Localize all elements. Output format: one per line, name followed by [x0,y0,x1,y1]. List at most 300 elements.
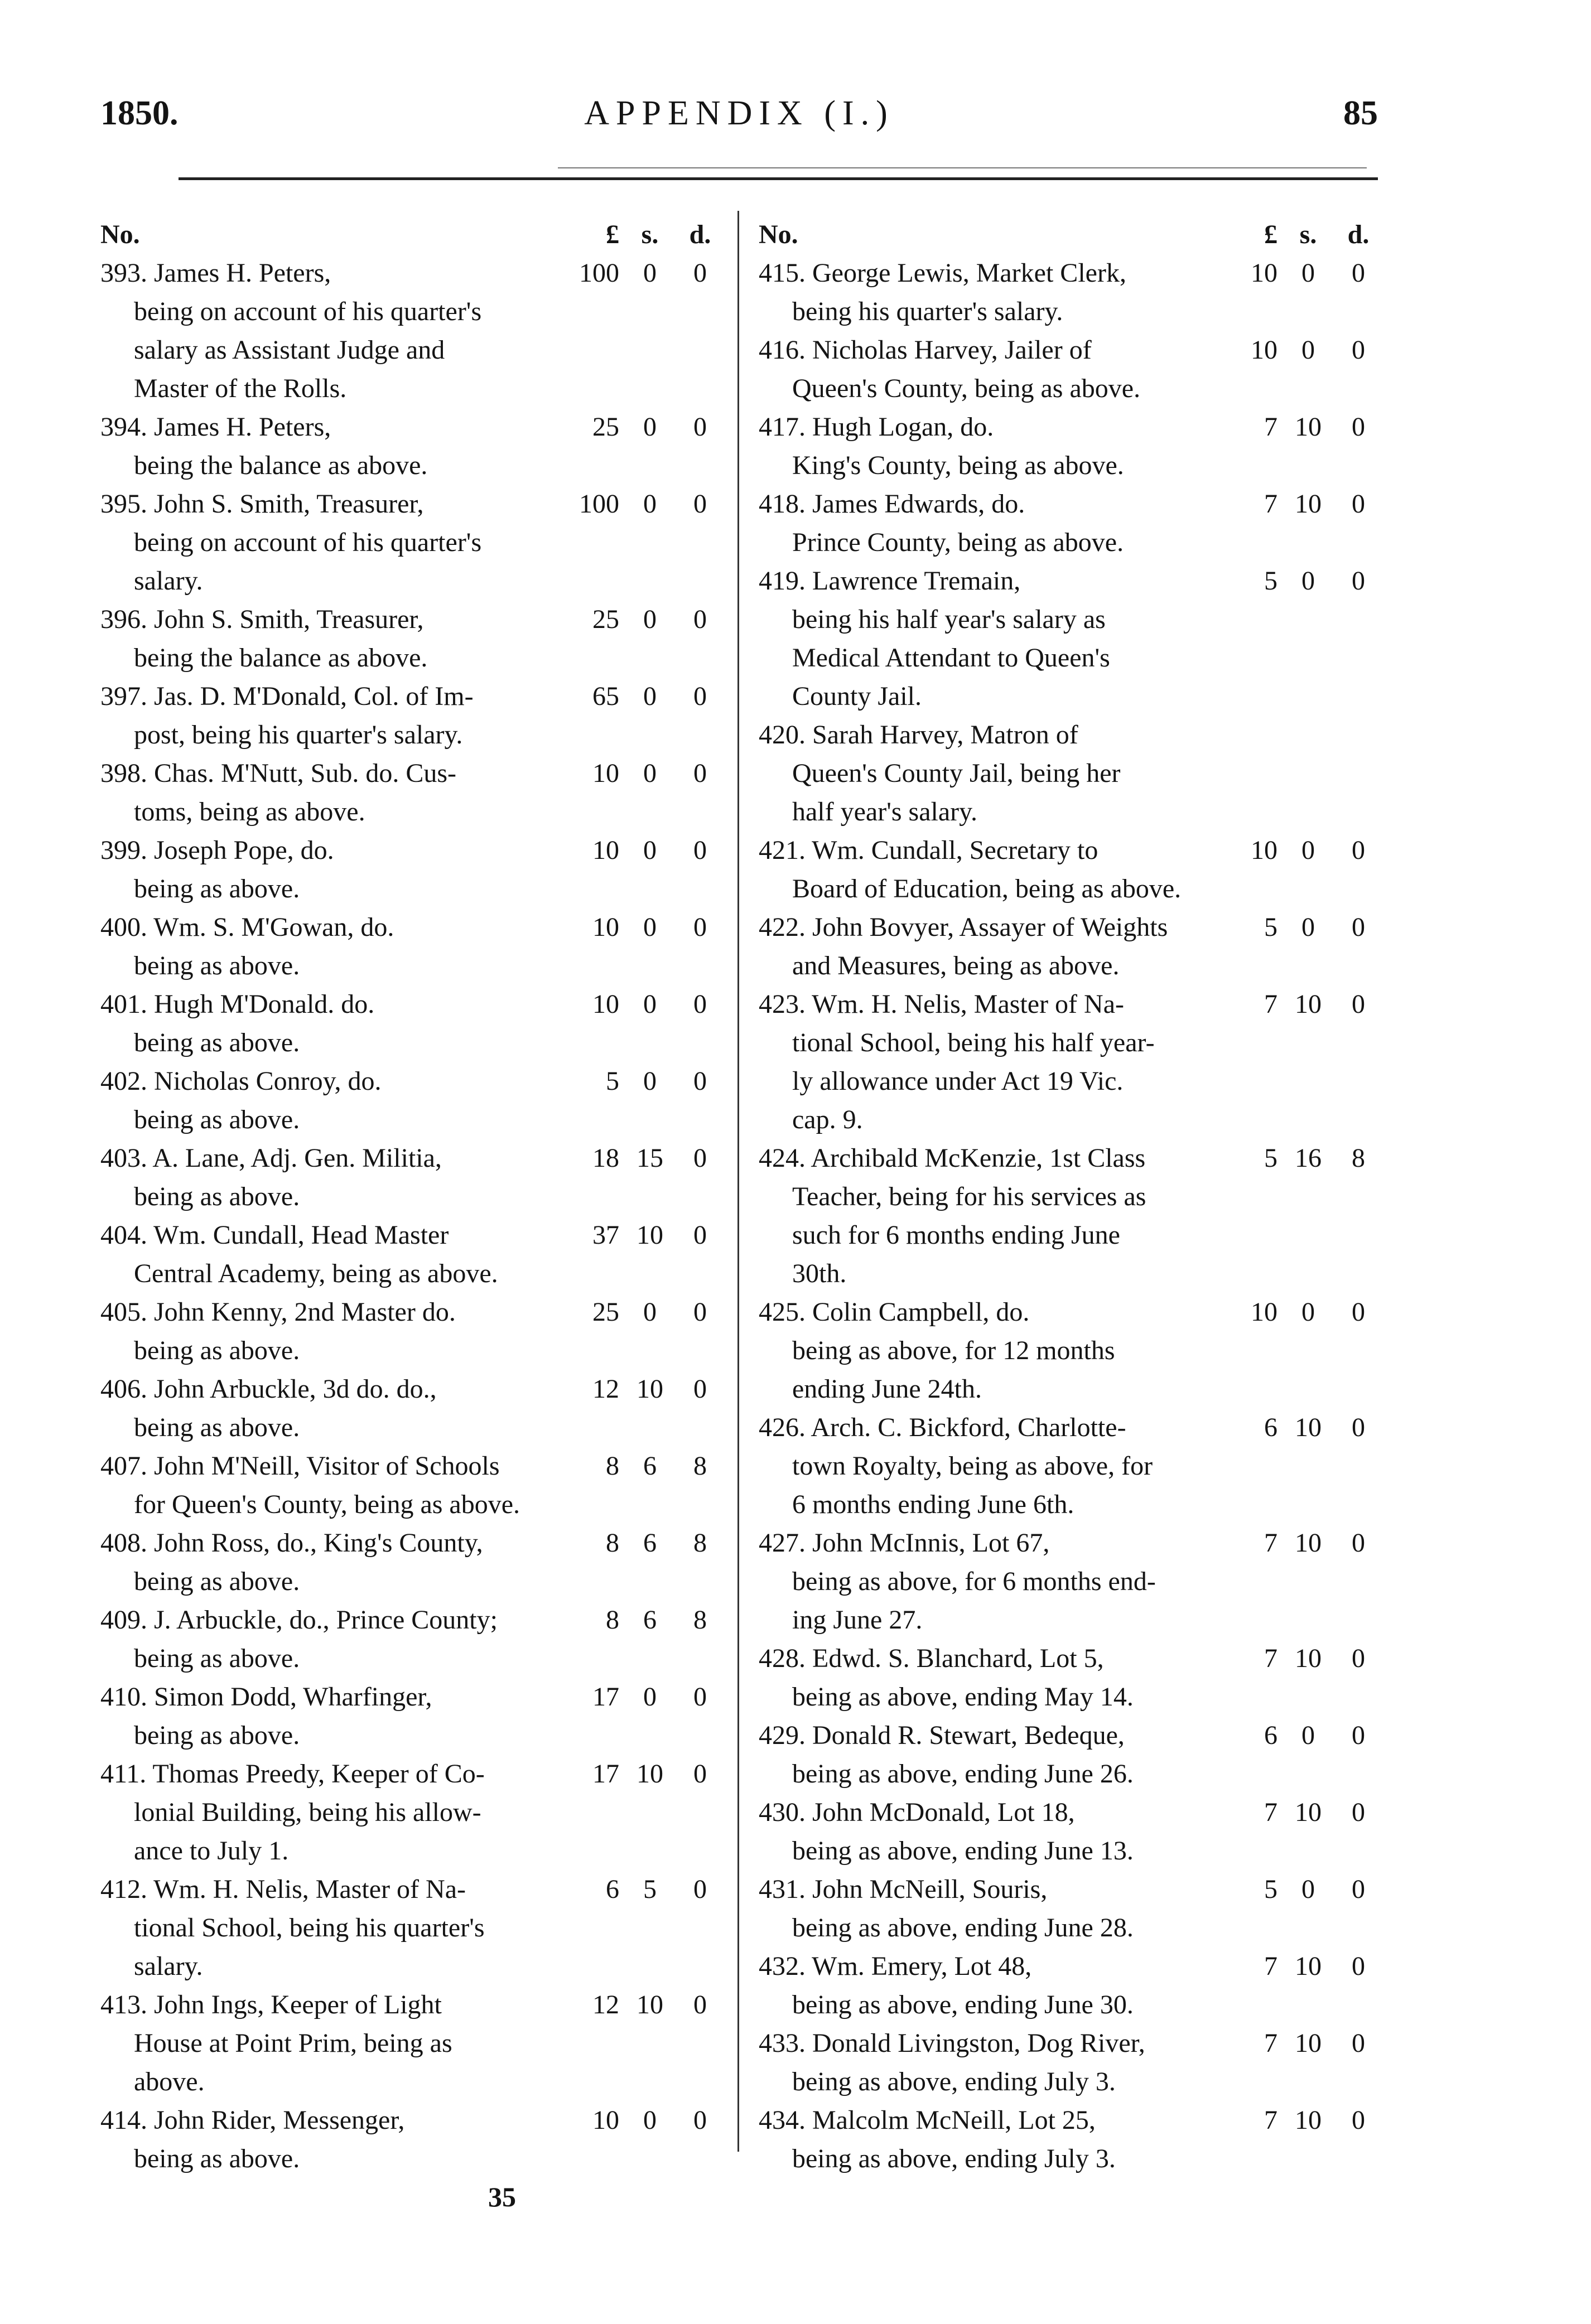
entry-continuation-line [759,1100,1378,1139]
entry-continuation-line [759,2139,1378,2178]
entry-line [759,485,1378,523]
entry-continuation-line [100,946,720,985]
entry-continuation-line [759,523,1378,562]
entry-text: being as above, ending June 28. [792,1913,1134,1943]
amount-shillings: 10 [1295,2028,1322,2058]
page-header [100,94,1378,138]
amount-pounds: 5 [1264,1874,1277,1904]
amount-pence: 0 [1352,412,1365,442]
entry-continuation-line [100,1177,720,1216]
entry-line [100,408,720,446]
entry-text: salary. [134,1951,203,1981]
entry-continuation-line [759,639,1378,677]
entry-continuation-line [100,639,720,677]
entry-continuation-line [100,1485,720,1524]
entry-continuation-line [100,2139,720,2178]
amount-pounds: 7 [1264,2028,1277,2058]
entry-text: 396. John S. Smith, Treasurer, [100,605,424,634]
entry-continuation-line [759,1062,1378,1100]
entry-text: 426. Arch. C. Bickford, Charlotte- [759,1413,1126,1442]
entry-continuation-line [759,446,1378,485]
entry-line [100,754,720,793]
entry-text: Queen's County, being as above. [792,374,1141,403]
amount-shillings: 10 [1295,412,1322,442]
entry-text: being his half year's salary as [792,605,1106,634]
entry-continuation-line [100,716,720,754]
entry-line [100,1062,720,1100]
amount-pence: 0 [693,758,707,788]
entry-continuation-line [759,600,1378,639]
amount-pence: 0 [1352,835,1365,865]
entry-continuation-line [100,292,720,331]
amount-pence: 0 [693,1874,707,1904]
entry-continuation-line [100,1562,720,1601]
entry-text: ly allowance under Act 19 Vic. [792,1066,1124,1096]
entry-text: 419. Lawrence Tremain, [759,566,1021,596]
entry-text: 411. Thomas Preedy, Keeper of Co- [100,1759,485,1789]
amount-pence: 0 [693,258,707,288]
entry-text: 401. Hugh M'Donald. do. [100,989,375,1019]
amount-pounds: 37 [592,1220,619,1250]
header-page-number: 85 [1343,94,1378,132]
right-entries [759,254,1378,2178]
entry-text: tional School, being his quarter's [134,1913,485,1943]
entry-continuation-line [100,446,720,485]
entry-continuation-line [100,331,720,369]
entry-text: cap. 9. [792,1105,863,1134]
entry-line [100,2101,720,2139]
entry-line [100,1370,720,1408]
entry-continuation-line [759,754,1378,793]
entry-line [100,1293,720,1331]
amount-pence: 0 [1352,1413,1365,1442]
entry-continuation-line [100,1832,720,1870]
amount-pounds: 10 [592,758,619,788]
amount-pence: 0 [1352,1874,1365,1904]
amount-shillings: 0 [643,489,657,519]
entry-text: being as above. [134,1336,300,1365]
amount-pounds: 6 [1264,1413,1277,1442]
amount-pounds: 6 [1264,1721,1277,1750]
entry-text: being as above, ending June 30. [792,1990,1134,2019]
entry-text: 418. James Edwards, do. [759,489,1025,519]
entry-text: King's County, being as above. [792,451,1124,480]
amount-pence: 0 [1352,1297,1365,1327]
entry-text: Central Academy, being as above. [134,1259,498,1288]
entry-text: 428. Edwd. S. Blanchard, Lot 5, [759,1644,1104,1673]
entry-text: being as above, ending July 3. [792,2144,1116,2173]
entry-text: County Jail. [792,682,922,711]
entry-text: 416. Nicholas Harvey, Jailer of [759,335,1092,365]
entry-text: 423. Wm. H. Nelis, Master of Na- [759,989,1124,1019]
entry-text: 412. Wm. H. Nelis, Master of Na- [100,1874,466,1904]
amount-pounds: 65 [592,682,619,711]
entry-text: 395. John S. Smith, Treasurer, [100,489,424,519]
entry-line [759,1716,1378,1755]
entry-text: being on account of his quarter's [134,528,482,557]
amount-pounds: 10 [1251,1297,1277,1327]
amount-pence: 0 [1352,1644,1365,1673]
entry-line [759,985,1378,1023]
entry-line [100,1678,720,1716]
entry-text: being as above. [134,1413,300,1442]
entry-text: being as above. [134,1105,300,1134]
amount-pence: 8 [693,1528,707,1558]
amount-shillings: 16 [1295,1143,1322,1173]
col-head-shillings: s. [1299,220,1317,249]
amount-shillings: 0 [643,989,657,1019]
amount-pounds: 8 [606,1528,619,1558]
entry-line [100,908,720,946]
entry-continuation-line [759,1331,1378,1370]
amount-pounds: 5 [1264,912,1277,942]
entry-text: 410. Simon Dodd, Wharfinger, [100,1682,432,1712]
entry-line [100,1524,720,1562]
amount-pounds: 7 [1264,989,1277,1019]
entry-text: 402. Nicholas Conroy, do. [100,1066,382,1096]
header-year: 1850. [100,94,179,132]
amount-pounds: 7 [1264,1798,1277,1827]
amount-pence: 0 [693,605,707,634]
entry-continuation-line [100,1408,720,1447]
entry-line [100,1870,720,1909]
entry-continuation-line [100,1254,720,1293]
entry-text: 425. Colin Campbell, do. [759,1297,1030,1327]
entry-text: 394. James H. Peters, [100,412,331,442]
entry-text: being as above, for 12 months [792,1336,1115,1365]
entry-continuation-line [100,1716,720,1755]
amount-pence: 0 [693,1297,707,1327]
amount-pounds: 7 [1264,489,1277,519]
entry-continuation-line [100,2024,720,2062]
entry-text: 431. John McNeill, Souris, [759,1874,1048,1904]
entry-line [759,408,1378,446]
entry-text: being as above, ending July 3. [792,2067,1116,2096]
entry-text: half year's salary. [792,797,978,827]
entry-continuation-line [759,369,1378,408]
entry-line [759,831,1378,869]
amount-shillings: 10 [637,1759,663,1789]
amount-pounds: 25 [592,605,619,634]
entry-continuation-line [100,1639,720,1678]
amount-pence: 0 [693,412,707,442]
amount-pounds: 10 [592,835,619,865]
amount-shillings: 10 [1295,989,1322,1019]
entry-text: 408. John Ross, do., King's County, [100,1528,483,1558]
entry-continuation-line [759,2062,1378,2101]
entry-line [100,1985,720,2024]
right-column-header [759,215,1378,254]
entry-text: being as above. [134,1567,300,1596]
amount-pounds: 7 [1264,2105,1277,2135]
entry-text: 417. Hugh Logan, do. [759,412,994,442]
amount-pounds: 10 [1251,835,1277,865]
entry-text: 415. George Lewis, Market Clerk, [759,258,1126,288]
amount-shillings: 0 [643,758,657,788]
entry-text: being as above, ending June 26. [792,1759,1134,1789]
entry-continuation-line [759,1216,1378,1254]
entry-continuation-line [100,1947,720,1985]
amount-pence: 0 [693,1682,707,1712]
col-head-pence: d. [689,220,711,249]
amount-pence: 0 [693,1990,707,2019]
col-head-pence: d. [1347,220,1370,249]
amount-pounds: 8 [606,1451,619,1481]
amount-pence: 0 [693,489,707,519]
entry-continuation-line [759,1832,1378,1870]
amount-shillings: 0 [1301,912,1315,942]
entry-text: salary. [134,566,203,596]
amount-pence: 0 [1352,335,1365,365]
signature-mark: 35 [488,2181,516,2212]
entry-continuation-line [100,1793,720,1832]
entry-line [100,600,720,639]
amount-pounds: 100 [579,489,619,519]
amount-pence: 0 [1352,1528,1365,1558]
entry-line [100,1447,720,1485]
amount-shillings: 0 [1301,258,1315,288]
entry-continuation-line [100,2062,720,2101]
entry-line [759,1870,1378,1909]
amount-shillings: 10 [637,1220,663,1250]
entry-continuation-line [759,1023,1378,1062]
entry-text: being the balance as above. [134,643,428,673]
col-head-no: No. [100,220,140,249]
amount-pounds: 5 [1264,566,1277,596]
entry-continuation-line [759,946,1378,985]
entry-text: being as above. [134,1182,300,1211]
left-column [100,215,720,2178]
amount-shillings: 0 [643,2105,657,2135]
col-head-shillings: s. [641,220,659,249]
amount-pounds: 7 [1264,1951,1277,1981]
amount-pence: 0 [1352,566,1365,596]
entry-continuation-line [100,523,720,562]
entry-text: above. [134,2067,205,2096]
entry-line [100,831,720,869]
amount-pounds: 5 [606,1066,619,1096]
entry-text: 414. John Rider, Messenger, [100,2105,405,2135]
entry-line [759,1408,1378,1447]
entry-text: 427. John McInnis, Lot 67, [759,1528,1050,1558]
entry-text: 433. Donald Livingston, Dog River, [759,2028,1145,2058]
entry-text: being his quarter's salary. [792,297,1063,326]
entry-text: being the balance as above. [134,451,428,480]
amount-pence: 0 [1352,489,1365,519]
entry-continuation-line [100,1023,720,1062]
entry-text: town Royalty, being as above, for [792,1451,1153,1481]
entry-text: lonial Building, being his allow- [134,1798,481,1827]
amount-shillings: 10 [637,1990,663,2019]
entry-text: 399. Joseph Pope, do. [100,835,334,865]
amount-pence: 8 [693,1451,707,1481]
entry-text: 6 months ending June 6th. [792,1490,1074,1519]
entry-line [759,331,1378,369]
amount-shillings: 10 [1295,1951,1322,1981]
entry-text: 422. John Bovyer, Assayer of Weights [759,912,1168,942]
amount-pence: 0 [1352,1721,1365,1750]
amount-shillings: 0 [1301,335,1315,365]
amount-shillings: 0 [643,1297,657,1327]
amount-shillings: 0 [1301,835,1315,865]
col-head-no: No. [759,220,798,249]
amount-pence: 0 [1352,2105,1365,2135]
entry-line [100,485,720,523]
amount-pence: 0 [1352,2028,1365,2058]
entry-continuation-line [759,1447,1378,1485]
amount-pounds: 25 [592,1297,619,1327]
entry-text: House at Point Prim, being as [134,2028,452,2058]
amount-shillings: 15 [637,1143,663,1173]
entry-line [759,1139,1378,1177]
entry-text: ing June 27. [792,1605,923,1635]
entry-continuation-line [759,1909,1378,1947]
amount-pence: 0 [1352,258,1365,288]
entry-continuation-line [100,1100,720,1139]
entry-text: being as above, for 6 months end- [792,1567,1156,1596]
entry-text: 403. A. Lane, Adj. Gen. Militia, [100,1143,442,1173]
entry-text: 432. Wm. Emery, Lot 48, [759,1951,1032,1981]
amount-pounds: 10 [592,2105,619,2135]
entry-text: Master of the Rolls. [134,374,347,403]
entry-line [759,1293,1378,1331]
entry-continuation-line [100,369,720,408]
entry-line [759,254,1378,292]
entry-text: 407. John M'Neill, Visitor of Schools [100,1451,500,1481]
entry-continuation-line [100,1331,720,1370]
amount-pounds: 8 [606,1605,619,1635]
amount-pence: 0 [1352,912,1365,942]
right-column [759,215,1378,2178]
entry-text: 397. Jas. D. M'Donald, Col. of Im- [100,682,474,711]
amount-shillings: 10 [1295,1528,1322,1558]
amount-pounds: 25 [592,412,619,442]
entry-continuation-line [759,1985,1378,2024]
entry-continuation-line [759,1755,1378,1793]
entry-text: post, being his quarter's salary. [134,720,463,750]
amount-pounds: 7 [1264,412,1277,442]
amount-pence: 0 [693,1374,707,1404]
column-divider [737,211,739,2152]
amount-pence: 0 [693,989,707,1019]
entry-text: being as above. [134,2144,300,2173]
entry-continuation-line [100,869,720,908]
entry-text: being as above, ending May 14. [792,1682,1134,1712]
amount-shillings: 10 [1295,489,1322,519]
left-entries [100,254,720,2178]
entry-text: being as above. [134,1028,300,1057]
entry-text: 424. Archibald McKenzie, 1st Class [759,1143,1146,1173]
entry-continuation-line [759,1601,1378,1639]
amount-pence: 0 [693,1220,707,1250]
amount-pounds: 17 [592,1759,619,1789]
entry-text: ance to July 1. [134,1836,289,1866]
entry-text: 393. James H. Peters, [100,258,331,288]
header-rule-thin [558,167,1367,168]
entry-line [100,1139,720,1177]
entry-line [100,985,720,1023]
amount-shillings: 0 [1301,1874,1315,1904]
amount-shillings: 0 [643,258,657,288]
entry-text: being as above. [134,1721,300,1750]
amount-shillings: 6 [643,1605,657,1635]
amount-pence: 0 [693,682,707,711]
entry-line [759,2101,1378,2139]
amount-shillings: 0 [1301,1297,1315,1327]
entry-text: Queen's County Jail, being her [792,758,1121,788]
amount-pence: 0 [693,912,707,942]
amount-pence: 0 [1352,1798,1365,1827]
entry-text: 430. John McDonald, Lot 18, [759,1798,1075,1827]
entry-line [759,1639,1378,1678]
entry-continuation-line [759,1254,1378,1293]
entry-text: tional School, being his half year- [792,1028,1155,1057]
entry-text: 434. Malcolm McNeill, Lot 25, [759,2105,1096,2135]
entry-continuation-line [759,1485,1378,1524]
entry-continuation-line [759,1177,1378,1216]
amount-shillings: 6 [643,1528,657,1558]
col-head-pounds: £ [606,220,619,249]
entry-text: and Measures, being as above. [792,951,1120,980]
amount-shillings: 10 [1295,1798,1322,1827]
entry-line [100,1216,720,1254]
entry-line [759,562,1378,600]
amount-pence: 0 [1352,989,1365,1019]
entry-continuation-line [759,677,1378,716]
entry-text: 421. Wm. Cundall, Secretary to [759,835,1098,865]
amount-pounds: 12 [592,1374,619,1404]
amount-pounds: 12 [592,1990,619,2019]
amount-shillings: 0 [643,412,657,442]
entry-text: 404. Wm. Cundall, Head Master [100,1220,449,1250]
amount-pence: 0 [1352,1951,1365,1981]
amount-pounds: 6 [606,1874,619,1904]
entry-continuation-line [759,869,1378,908]
entry-text: toms, being as above. [134,797,365,827]
amount-pounds: 17 [592,1682,619,1712]
entry-line [759,1947,1378,1985]
amount-pounds: 100 [579,258,619,288]
entry-text: Board of Education, being as above. [792,874,1182,903]
entry-text: 409. J. Arbuckle, do., Prince County; [100,1605,498,1635]
entry-text: 413. John Ings, Keeper of Light [100,1990,442,2019]
entry-text: salary as Assistant Judge and [134,335,445,365]
amount-pence: 8 [693,1605,707,1635]
entry-text: Teacher, being for his services as [792,1182,1146,1211]
amount-pounds: 7 [1264,1644,1277,1673]
amount-pence: 0 [693,1759,707,1789]
amount-shillings: 10 [637,1374,663,1404]
amount-pounds: 18 [592,1143,619,1173]
header-title: APPENDIX (I.) [584,94,894,132]
amount-shillings: 0 [1301,566,1315,596]
amount-pounds: 5 [1264,1143,1277,1173]
amount-shillings: 5 [643,1874,657,1904]
entry-continuation-line [100,793,720,831]
entry-text: being as above, ending June 13. [792,1836,1134,1866]
entry-text: for Queen's County, being as above. [134,1490,520,1519]
entry-line [759,716,1378,754]
entry-text: 420. Sarah Harvey, Matron of [759,720,1078,750]
amount-pounds: 10 [1251,335,1277,365]
entry-continuation-line [100,562,720,600]
entry-text: being on account of his quarter's [134,297,482,326]
entry-line [100,1755,720,1793]
amount-pence: 0 [693,1066,707,1096]
entry-text: 398. Chas. M'Nutt, Sub. do. Cus- [100,758,457,788]
entry-line [759,2024,1378,2062]
entry-continuation-line [100,1909,720,1947]
